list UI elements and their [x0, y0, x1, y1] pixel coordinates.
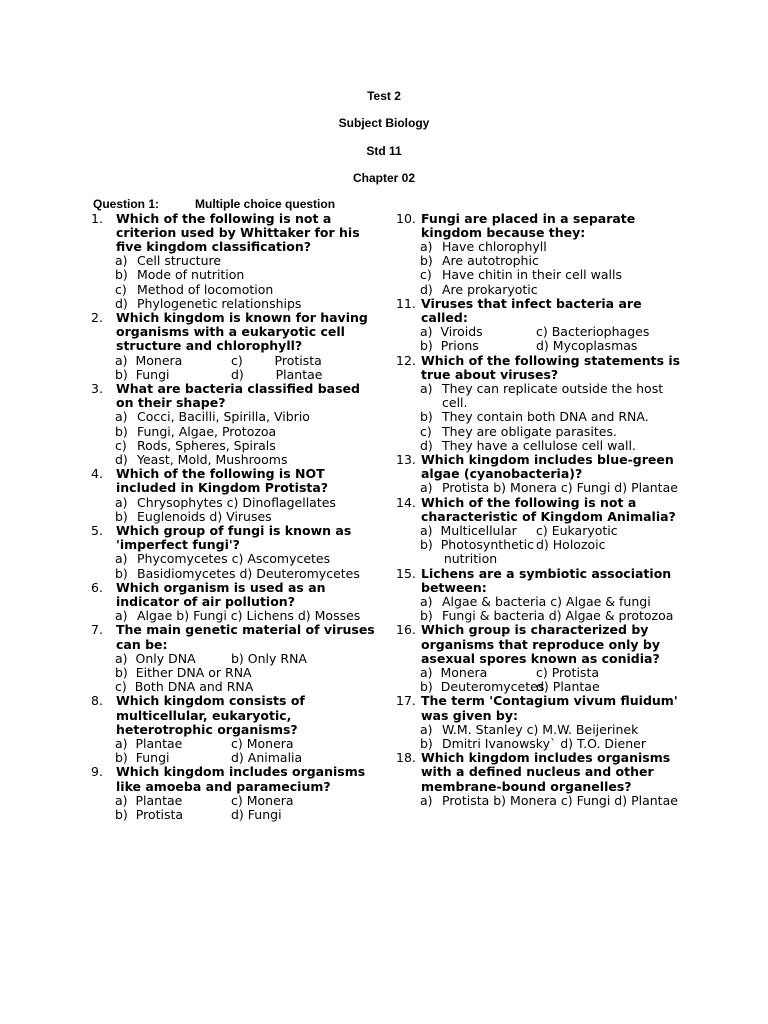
question	[396, 623, 686, 666]
option-text: Are prokaryotic	[442, 281, 538, 297]
questions-column-left	[91, 212, 381, 823]
option-letter: a)	[115, 608, 128, 624]
question-text: Which of the following is NOT included in Kingdom Protista?	[116, 466, 329, 496]
option-row	[396, 339, 686, 353]
question-number: 8.	[91, 693, 103, 709]
question-block	[396, 751, 686, 808]
option-text: Algae b) Fungi c) Lichens d) Mosses	[137, 608, 361, 624]
option	[91, 609, 381, 623]
questions-column-right	[396, 212, 686, 809]
option-text: Yeast, Mold, Mushrooms	[137, 451, 288, 467]
option-row	[396, 680, 686, 694]
option-text: a) Only DNA	[115, 650, 196, 666]
option-text: nutrition	[420, 551, 498, 567]
option-text: b) Protista	[115, 807, 184, 823]
option-text: b) Prions	[420, 338, 479, 354]
option	[396, 737, 686, 751]
option	[91, 552, 381, 566]
option-text: They are obligate parasites.	[442, 423, 617, 439]
option-text: Have chlorophyll	[442, 238, 547, 254]
option-text: b) Fungi	[115, 366, 170, 382]
option-text	[231, 666, 381, 680]
option-text: They can replicate outside the host cell.	[442, 380, 664, 411]
option	[396, 794, 686, 808]
options-list	[396, 382, 686, 453]
question-block	[396, 623, 686, 694]
question-text: The term 'Contagium vivum fluidum' was given by:	[421, 693, 678, 723]
option-letter: c)	[115, 437, 127, 453]
option-text: Have chitin in their cell walls	[442, 267, 622, 283]
option	[396, 382, 686, 410]
question-number: 18.	[396, 750, 416, 766]
option-letter: a)	[420, 721, 433, 737]
options-list	[396, 240, 686, 297]
question-number: 11.	[396, 295, 416, 311]
question-block	[91, 623, 381, 694]
chapter-title: Chapter 02	[352, 171, 416, 185]
option	[91, 439, 381, 453]
options-list	[396, 481, 686, 495]
options-list	[91, 496, 381, 524]
option-row	[396, 524, 686, 538]
option	[396, 283, 686, 297]
options-list	[91, 254, 381, 311]
option-letter: a)	[420, 380, 433, 396]
option-row	[91, 794, 381, 808]
option	[91, 283, 381, 297]
question-number: 15.	[396, 565, 416, 581]
option-letter: b)	[420, 736, 433, 752]
options-list	[91, 410, 381, 467]
question-block	[91, 694, 381, 765]
question-number: 17.	[396, 693, 416, 709]
option-row	[396, 538, 686, 552]
option-letter: b)	[420, 409, 433, 425]
option-letter: b)	[115, 565, 128, 581]
option-letter: d)	[420, 281, 433, 297]
question-number: 6.	[91, 579, 103, 595]
option-text: d) Plantae	[231, 366, 323, 382]
option-row	[91, 751, 381, 765]
question-number: 13.	[396, 451, 416, 467]
question-text: Lichens are a symbiotic association between:	[421, 565, 672, 595]
option	[91, 425, 381, 439]
options-list	[91, 652, 381, 695]
option-text: d) Fungi	[231, 807, 282, 823]
option-text: b) Photosynthetic	[420, 537, 535, 553]
option	[396, 439, 686, 453]
section-label: Question 1:	[93, 197, 160, 211]
question-text: Which group of fungi is known as 'imperfect fungi'?	[116, 522, 352, 553]
option	[91, 410, 381, 424]
option-text: W.M. Stanley c) M.W. Beijerinek	[442, 721, 639, 737]
question-number: 16.	[396, 622, 416, 638]
option-letter: c)	[115, 281, 127, 297]
std-title: Std 11	[366, 144, 402, 158]
option-letter: b)	[420, 253, 433, 269]
option-text	[536, 552, 686, 566]
question-block	[396, 496, 686, 567]
option-row	[396, 325, 686, 339]
question-block	[91, 524, 381, 581]
question-block	[91, 765, 381, 822]
question-text: Fungi are placed in a separate kingdom because they:	[421, 210, 636, 240]
question-text: Which kingdom is known for having organisms with a eukaryotic cell structure and chlorophyll?	[116, 309, 368, 354]
option-letter: a)	[115, 409, 128, 425]
question	[396, 694, 686, 722]
option-letter: d)	[115, 295, 128, 311]
question-block	[91, 581, 381, 624]
option-letter: b)	[420, 608, 433, 624]
question-block	[396, 212, 686, 297]
option-text: Dmitri Ivanowsky` d) T.O. Diener	[442, 736, 646, 752]
question-text: Which of the following is not a characteristic of Kingdom Animalia?	[421, 494, 676, 524]
options-list	[396, 325, 686, 353]
option-row	[91, 808, 381, 822]
option	[91, 254, 381, 268]
options-list	[396, 595, 686, 623]
question	[396, 354, 686, 382]
question-number: 1.	[91, 210, 103, 226]
option-text: Cell structure	[137, 253, 222, 269]
option	[91, 567, 381, 581]
options-list	[91, 794, 381, 822]
option-text: c) Monera	[231, 792, 294, 808]
option	[396, 268, 686, 282]
option-text: They have a cellulose cell wall.	[442, 437, 636, 453]
question-number: 10.	[396, 210, 416, 226]
option-text: c) Bacteriophages	[536, 324, 650, 340]
option-text: d) Plantae	[536, 679, 600, 695]
option-text: Phylogenetic relationships	[137, 295, 302, 311]
question-block	[396, 297, 686, 354]
option	[396, 410, 686, 424]
option-text: a) Monera	[115, 352, 183, 368]
question	[91, 623, 381, 651]
question	[396, 496, 686, 524]
option-letter: a)	[420, 593, 433, 609]
option-text: Euglenoids d) Viruses	[137, 508, 272, 524]
option-text: Algae & bacteria c) Algae & fungi	[442, 593, 651, 609]
question	[396, 212, 686, 240]
options-list	[91, 552, 381, 580]
question	[91, 694, 381, 737]
option-letter: a)	[420, 792, 433, 808]
question	[396, 297, 686, 325]
option-letter: b)	[115, 267, 128, 283]
question-text: Which group is characterized by organisms that reproduce only by asexual spores known as conidia?	[421, 622, 661, 666]
question	[396, 453, 686, 481]
option-letter: a)	[420, 480, 433, 496]
question-block	[91, 212, 381, 311]
option-text: c) Protista	[231, 352, 322, 368]
option-letter: a)	[115, 253, 128, 269]
options-list	[91, 737, 381, 765]
options-list	[396, 666, 686, 694]
option	[91, 297, 381, 311]
question-text: The main genetic material of viruses can be:	[116, 622, 375, 652]
question-number: 9.	[91, 764, 103, 780]
question-number: 3.	[91, 380, 103, 396]
option-text: Are autotrophic	[442, 253, 539, 269]
test-title: Test 2	[367, 89, 401, 103]
question-number: 7.	[91, 622, 103, 638]
option-letter: a)	[115, 494, 128, 510]
question-text: What are bacteria classified based on their shape?	[116, 380, 360, 411]
option	[396, 254, 686, 268]
question	[91, 311, 381, 354]
option-text: a) Viroids	[420, 324, 483, 340]
option	[91, 268, 381, 282]
option-text: They contain both DNA and RNA.	[442, 409, 649, 425]
question-number: 12.	[396, 352, 416, 368]
option-letter: a)	[420, 238, 433, 254]
options-list	[91, 609, 381, 623]
question	[396, 567, 686, 595]
option-text: c) Protista	[536, 665, 600, 680]
question	[91, 467, 381, 495]
question-block	[91, 467, 381, 524]
option-letter: d)	[420, 437, 433, 453]
section-title: Multiple choice question	[195, 197, 336, 211]
question-number: 2.	[91, 309, 103, 325]
question-text: Which kingdom consists of multicellular, eukaryotic, heterotrophic organisms?	[116, 693, 305, 737]
option	[396, 723, 686, 737]
option-text: Cocci, Bacilli, Spirilla, Vibrio	[137, 409, 310, 425]
options-list	[396, 524, 686, 567]
option-text: b) Either DNA or RNA	[115, 665, 252, 680]
question	[396, 751, 686, 794]
option-text: Protista b) Monera c) Fungi d) Plantae	[442, 480, 678, 496]
option	[396, 481, 686, 495]
option-text: a) Plantae	[115, 792, 183, 808]
option-text: d) Mycoplasmas	[536, 338, 638, 354]
option-letter: b)	[115, 508, 128, 524]
option	[396, 425, 686, 439]
option	[396, 595, 686, 609]
question-text: Which organism is used as an indicator of air pollution?	[116, 579, 326, 609]
option-row	[91, 666, 381, 680]
question-text: Which of the following is not a criterion used by Whittaker for his five kingdom classification?	[116, 210, 360, 254]
options-list	[396, 723, 686, 751]
options-list	[91, 354, 381, 382]
option-text: Fungi, Algae, Protozoa	[137, 423, 277, 439]
question-text: Which kingdom includes organisms like amoeba and paramecium?	[116, 764, 366, 794]
section-heading	[93, 197, 335, 211]
option-text: c) Monera	[231, 736, 294, 752]
option-text: c) Eukaryotic	[536, 522, 618, 538]
option-row	[396, 666, 686, 680]
option-text: Rods, Spheres, Spirals	[137, 437, 276, 453]
option	[91, 496, 381, 510]
option-text: a) Monera	[420, 665, 488, 680]
option-row	[91, 354, 381, 368]
question-number: 4.	[91, 466, 103, 482]
question-block	[396, 567, 686, 624]
question-text: Viruses that infect bacteria are called:	[421, 295, 642, 325]
option	[91, 510, 381, 524]
option-text	[231, 680, 381, 694]
question	[91, 212, 381, 255]
option-text: a) Multicellular	[420, 522, 517, 538]
option-text: Chrysophytes c) Dinoflagellates	[137, 494, 336, 510]
option-text: c) Both DNA and RNA	[115, 679, 254, 695]
subject-title: Subject Biology	[338, 116, 430, 130]
option	[396, 240, 686, 254]
option-text: Method of locomotion	[137, 281, 274, 297]
question-block	[396, 354, 686, 453]
option-letter: c)	[420, 423, 432, 439]
option-text: Mode of nutrition	[137, 267, 245, 283]
question	[91, 382, 381, 410]
option-row	[91, 368, 381, 382]
option-row	[91, 652, 381, 666]
option	[396, 609, 686, 623]
option-text: Protista b) Monera c) Fungi d) Plantae	[442, 792, 678, 808]
option-text: Fungi & bacteria d) Algae & protozoa	[442, 608, 674, 624]
option-text: d) Animalia	[231, 750, 303, 766]
option-text: b) Fungi	[115, 750, 170, 766]
option-letter: b)	[115, 423, 128, 439]
option	[91, 453, 381, 467]
question	[91, 524, 381, 552]
option-text: b) Deuteromycetes	[420, 679, 545, 695]
question-number: 5.	[91, 522, 103, 538]
option-row	[91, 737, 381, 751]
option-text: d) Holozoic	[536, 537, 606, 553]
option-letter: a)	[115, 551, 128, 567]
option-letter: c)	[420, 267, 432, 283]
question-number: 14.	[396, 494, 416, 510]
option-row	[396, 552, 686, 566]
question	[91, 765, 381, 793]
question-block	[91, 311, 381, 382]
question-text: Which of the following statements is true about viruses?	[421, 352, 681, 382]
question-text: Which kingdom includes organisms with a defined nucleus and other membrane-bound organelles?	[421, 750, 671, 794]
question-block	[396, 453, 686, 496]
question	[91, 581, 381, 609]
option-text: a) Plantae	[115, 736, 183, 752]
option-letter: d)	[115, 451, 128, 467]
option-text: Basidiomycetes d) Deuteromycetes	[137, 565, 360, 581]
question-text: Which kingdom includes blue-green algae (cyanobacteria)?	[421, 451, 674, 482]
option-text: b) Only RNA	[231, 650, 307, 666]
option-row	[91, 680, 381, 694]
question-block	[91, 382, 381, 467]
option-text: Phycomycetes c) Ascomycetes	[137, 551, 331, 567]
options-list	[396, 794, 686, 808]
question-block	[396, 694, 686, 751]
